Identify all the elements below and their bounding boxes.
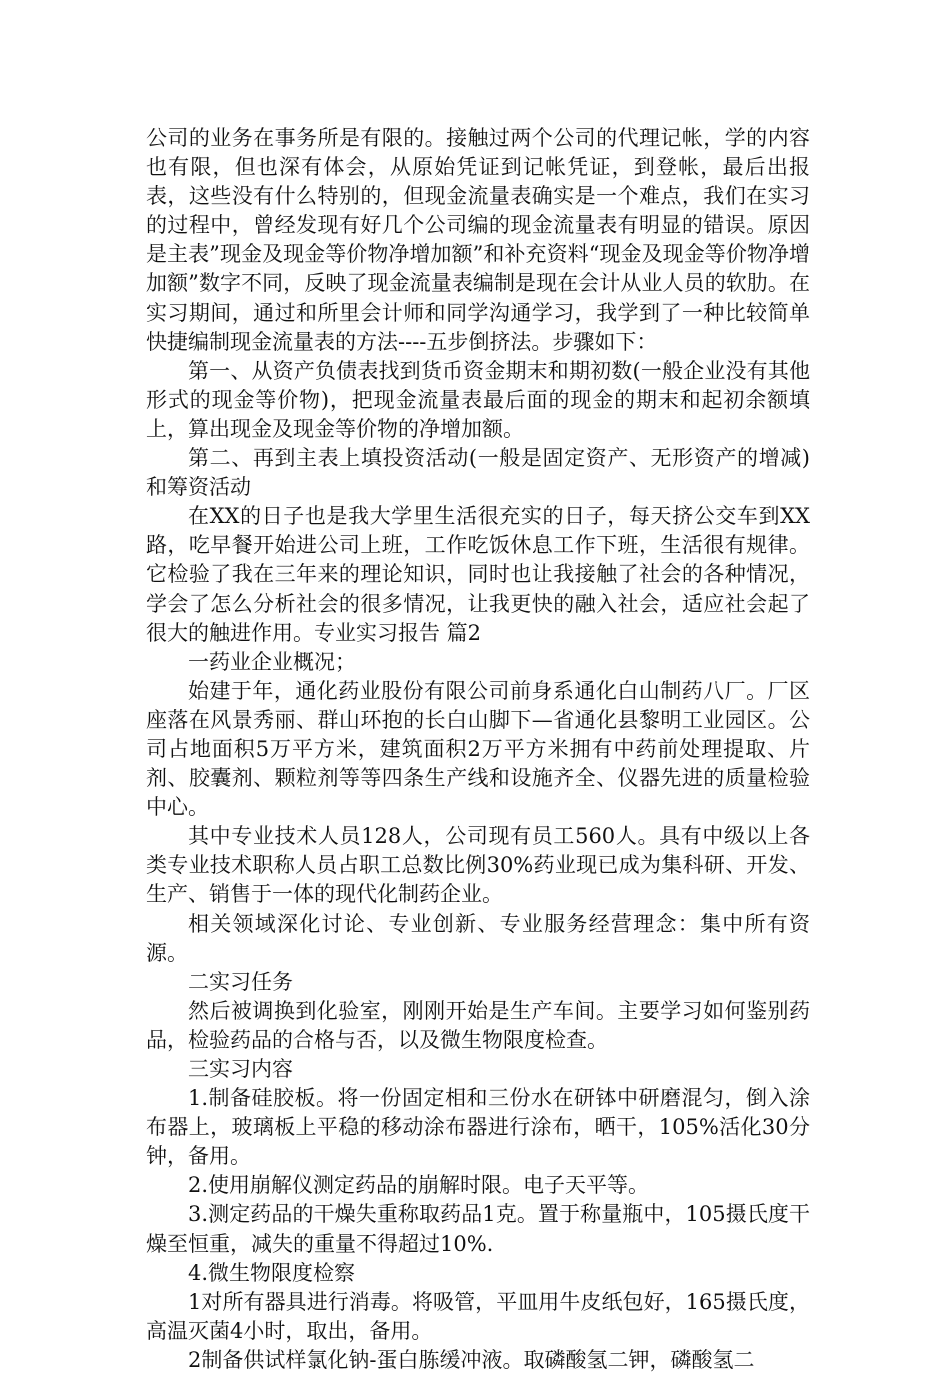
paragraph-step-one: 第一、从资产负债表找到货币资金期末和期初数(一般企业没有其他形式的现金等价物)，把现金流量表最后面的现金的期末和起初余额填上，算出现金及现金等价物的净增加额。	[146, 358, 810, 441]
list-item-microbial-limit: 4.微生物限度检察	[188, 1260, 356, 1285]
section-heading-company-overview: 一药业企业概况；	[188, 649, 356, 674]
section-heading-internship-content: 三实习内容	[188, 1057, 293, 1081]
paragraph-intro: 公司的业务在事务所是有限的。接触过两个公司的代理记帐，学的内容也有限，但也深有体会，从原始凭证到记帐凭证，到登帐，最后出报表，这些没有什么特别的，但现金流量表确实是一个难点，我们在实习的过程中，曾经发现有好几个公司编的现金流量表有明显的错误。原因是主表”现金及现金等价物净增加额”和补充资料“现金及现金等价物净增加额”数字不同，反映了现金流量表编制是现在会计从业人员的软肋。在实习期间，通过和所里会计师和同学沟通学习，我学到了一种比较简单快捷编制现金流量表的方法----五步倒挤法。步骤如下：	[146, 126, 810, 354]
paragraph-company-history: 始建于年，通化药业股份有限公司前身系通化白山制药八厂。厂区座落在风景秀丽、群山环抱的长白山脚下—省通化县黎明工业园区。公司占地面积5万平方米，建筑面积2万平方米拥有中药前处理提取、片剂、胶囊剂、颗粒剂等等四条生产线和设施齐全、仪器先进的质量检验中心。	[146, 678, 810, 820]
paragraph-tasks: 然后被调换到化验室，刚刚开始是生产车间。主要学习如何鉴别药品，检验药品的合格与否，以及微生物限度检查。	[146, 998, 810, 1052]
paragraph-step-two: 第二、再到主表上填投资活动(一般是固定资产、无形资产的增减)和筹资活动	[146, 446, 810, 500]
list-item-drying-loss: 3.测定药品的干燥失重称取药品1克。置于称量瓶中，105摄氏度干燥至恒重，减失的重量不得超过10%.	[146, 1202, 810, 1256]
list-item-sterilization: 1对所有器具进行消毒。将吸管，平皿用牛皮纸包好，165摄氏度，高温灭菌4小时，取出，备用。	[146, 1289, 810, 1343]
list-item-silica-plate: 1.制备硅胶板。将一份固定相和三份水在研钵中研磨混匀，倒入涂布器上，玻璃板上平稳的移动涂布器进行涂布，晒干，105%活化30分钟，备用。	[146, 1086, 810, 1169]
paragraph-reflection: 在XX的日子也是我大学里生活很充实的日子，每天挤公交车到XX路，吃早餐开始进公司上班，工作吃饭休息工作下班，生活很有规律。它检验了我在三年来的理论知识，同时也让我接触了社会的各种情况，学会了怎么分析社会的很多情况，让我更快的融入社会，适应社会起了很大的触进作用。专业实习报告 篇2	[146, 504, 810, 645]
list-item-buffer-preparation: 2制备供试样氯化钠-蛋白胨缓冲液。取磷酸氢二钾，磷酸氢二	[188, 1347, 755, 1372]
document-page	[146, 124, 810, 1375]
paragraph-staff: 其中专业技术人员128人，公司现有员工560人。具有中级以上各类专业技术职称人员占职工总数比例30%药业现已成为集科研、开发、生产、销售于一体的现代化制药企业。	[146, 824, 810, 907]
section-heading-internship-tasks: 二实习任务	[188, 969, 293, 994]
paragraph-philosophy: 相关领域深化讨论、专业创新、专业服务经营理念：集中所有资源。	[146, 911, 810, 965]
list-item-disintegration: 2.使用崩解仪测定药品的崩解时限。电子天平等。	[188, 1173, 650, 1198]
